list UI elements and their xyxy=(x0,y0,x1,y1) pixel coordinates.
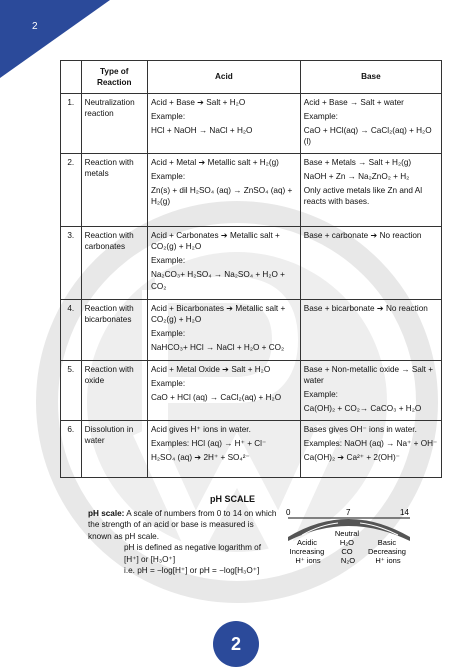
ph-scale-title: pH SCALE xyxy=(210,494,255,504)
basic-label: H⁺ ions xyxy=(375,556,401,565)
acid-line: Acid + Base ➔ Salt + H₂O xyxy=(150,98,246,107)
svg-text:Acidic Increasing H⁺ i xyxy=(290,538,327,565)
base-cell xyxy=(300,154,441,227)
ph-definition-label: pH scale: xyxy=(88,509,125,518)
table-row xyxy=(61,360,442,420)
base-cell xyxy=(300,360,441,420)
acid-cell xyxy=(147,94,300,154)
acid-line: Acid + Carbonates ➔ Metallic salt + CO₂(g) + H₂O xyxy=(150,231,280,252)
reaction-type: Reaction with metals xyxy=(81,154,147,227)
base-cell xyxy=(300,300,441,360)
row-number: 2. xyxy=(61,154,82,227)
acid-line: Acid + Metal ➔ Metallic salt + H₂(g) xyxy=(150,158,279,168)
acid-line: Example: xyxy=(150,256,186,266)
reaction-type: Dissolution in water xyxy=(81,420,147,477)
base-line: CaO + HCl(aq) → CaCl₂(aq) + H₂O (l) xyxy=(303,126,432,147)
acid-cell xyxy=(147,154,300,227)
acid-line: H₂SO₄ (aq) ➔ 2H⁺ + SO₄²⁻ xyxy=(150,452,250,462)
corner-page-number: 2 xyxy=(32,21,38,32)
acid-line: NaHCO₃+ HCl → NaCl + H₂O + CO₂ xyxy=(150,343,285,353)
page-number-badge xyxy=(213,621,259,667)
acid-line: Example: xyxy=(150,329,186,339)
acidic-label: H⁺ ions xyxy=(295,556,321,565)
base-line: Example: xyxy=(303,112,338,122)
page-number: 2 xyxy=(230,634,241,654)
acid-line: Example: xyxy=(150,112,186,122)
reaction-type: Reaction with oxide xyxy=(81,360,147,420)
reaction-type: Reaction with carbonates xyxy=(81,227,147,300)
table-row xyxy=(61,420,442,477)
acid-line: Acid + Metal Oxide ➔ Salt + H₂O xyxy=(150,364,271,374)
base-line: NaOH + Zn → Na₂ZnO₂ + H₂ xyxy=(303,172,410,182)
base-line: Ca(OH)₂ ➔ Ca²⁺ + 2(OH)⁻ xyxy=(303,452,401,462)
acidic-label: Increasing xyxy=(289,547,325,556)
ph-definition-block xyxy=(88,508,278,577)
ph-formula: i.e. pH = −log[H⁺] or pH = −log[H₃O⁺] xyxy=(124,566,260,576)
acid-base-table xyxy=(60,60,442,478)
acid-cell xyxy=(147,227,300,300)
basic-label: Decreasing xyxy=(367,547,406,556)
row-number: 3. xyxy=(61,227,82,300)
acid-cell xyxy=(147,420,300,477)
acid-line: Acid + Bicarbonates ➔ Metallic salt + CO₂(g) + H₂O xyxy=(150,304,286,325)
acid-cell xyxy=(147,360,300,420)
row-number: 6. xyxy=(61,420,82,477)
header-type: Type of Reaction xyxy=(81,61,147,94)
base-line: Ca(OH)₂ + CO₂→ CaCO₃ + H₂O xyxy=(303,403,422,413)
table-header-row xyxy=(61,61,442,94)
reaction-type: Reaction with bicarbonates xyxy=(81,300,147,360)
acid-line: Example: xyxy=(150,172,186,182)
base-line: Only active metals like Zn and Al reacts with bases. xyxy=(303,186,423,207)
basic-label: Basic xyxy=(377,538,397,547)
acid-line: Examples: HCl (aq) → H⁺ + Cl⁻ xyxy=(150,438,267,448)
reaction-type: Neutralization reaction xyxy=(81,94,147,154)
base-line: Base + bicarbonate ➔ No reaction xyxy=(303,304,428,314)
row-number: 4. xyxy=(61,300,82,360)
ph-definition xyxy=(88,508,278,542)
ph-mid-label: 7 xyxy=(346,508,351,517)
base-line: Examples: NaOH (aq) → Na⁺ + OH⁻ xyxy=(303,438,438,448)
acid-line: HCl + NaOH → NaCl + H₂O xyxy=(150,126,253,136)
acid-line: Acid gives H⁺ ions in water. xyxy=(150,424,251,434)
base-line: Base + Metals → Salt + H₂(g) xyxy=(303,158,412,168)
base-line: Acid + Base → Salt + water xyxy=(303,98,404,107)
header-acid: Acid xyxy=(147,61,300,94)
base-cell xyxy=(300,227,441,300)
ph-definition-text: A scale of numbers from 0 to 14 on which the strength of an acid or base is measured is known as pH scale. xyxy=(88,509,277,541)
table-row xyxy=(61,154,442,227)
acid-cell xyxy=(147,300,300,360)
header-base: Base xyxy=(300,61,441,94)
header-sn xyxy=(61,61,82,94)
acid-line: CaO + HCl (aq) → CaCl₂(aq) + H₂O xyxy=(150,392,282,402)
table-row xyxy=(61,227,442,300)
table-row xyxy=(61,94,442,154)
ph-max-label: 14 xyxy=(400,508,409,517)
acidic-label: Acidic xyxy=(296,538,317,547)
base-line: Example: xyxy=(303,389,338,399)
svg-text:Neutral H₂O CO N₂O xyxy=(335,529,361,565)
acid-line: Na₂CO₃+ H₂SO₄ → Na₂SO₄ + H₂O + CO₂ xyxy=(150,270,285,291)
neutral-label: CO xyxy=(341,547,353,556)
ph-log-definition: pH is defined as negative logarithm of [H⁺] or [H₃O⁺] xyxy=(124,543,261,564)
table-row xyxy=(61,300,442,360)
ph-min-label: 0 xyxy=(286,508,291,517)
acid-line: Example: xyxy=(150,378,186,388)
neutral-label: N₂O xyxy=(340,556,356,565)
neutral-label: Neutral xyxy=(334,529,360,538)
acid-line: Zn(s) + dil H₂SO₄ (aq) → ZnSO₄ (aq) + H₂(g) xyxy=(150,186,293,207)
svg-text:Basic Decreasing H⁺ io xyxy=(368,538,408,565)
row-number: 5. xyxy=(61,360,82,420)
base-line: Base + Non-metallic oxide → Salt + water xyxy=(303,364,434,385)
base-cell xyxy=(300,420,441,477)
base-line: Bases gives OH⁻ ions in water. xyxy=(303,424,417,434)
ph-scale-diagram xyxy=(280,505,440,575)
row-number: 1. xyxy=(61,94,82,154)
neutral-label: H₂O xyxy=(339,538,355,547)
base-line: Base + carbonate ➔ No reaction xyxy=(303,231,422,241)
base-cell xyxy=(300,94,441,154)
